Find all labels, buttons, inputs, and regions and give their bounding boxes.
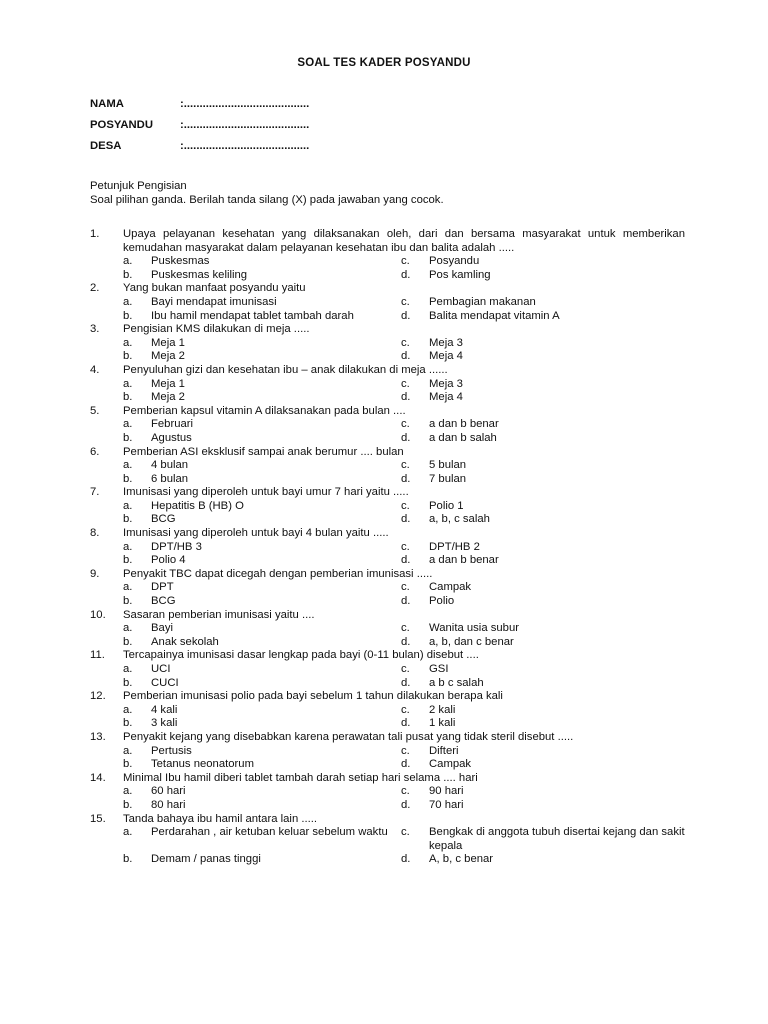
option-letter: a.	[123, 377, 133, 390]
option-letter: b.	[123, 391, 133, 404]
answer-option[interactable]	[90, 378, 401, 392]
question-number: 15.	[90, 812, 106, 825]
identity-row-nama	[90, 98, 309, 119]
instructions-text: Soal pilihan ganda. Berilah tanda silang (X) pada jawaban yang cocok.	[90, 193, 444, 206]
option-row	[90, 745, 685, 759]
option-text: 7 bulan	[429, 472, 467, 485]
answer-option[interactable]	[90, 350, 401, 364]
option-letter: c.	[401, 744, 410, 757]
option-letter: c.	[401, 581, 410, 594]
answer-option[interactable]	[401, 432, 685, 446]
option-text: CUCI	[151, 676, 179, 689]
option-letter: a.	[123, 459, 133, 472]
option-text: 90 hari	[429, 785, 464, 798]
answer-option[interactable]	[90, 826, 401, 853]
answer-option[interactable]	[401, 758, 685, 772]
option-letter: d.	[401, 350, 411, 363]
question-text: Pengisian KMS dilakukan di meja .....	[123, 323, 310, 336]
option-text: Meja 4	[429, 391, 463, 404]
option-text: a dan b salah	[429, 431, 497, 444]
option-row	[90, 622, 685, 636]
option-text: a b c salah	[429, 676, 484, 689]
option-letter: b.	[123, 595, 133, 608]
question-item	[90, 772, 685, 813]
option-text: Meja 2	[151, 350, 185, 363]
answer-option[interactable]	[90, 799, 401, 813]
identity-row-desa	[90, 140, 309, 161]
option-letter: c.	[401, 295, 410, 308]
option-row	[90, 853, 685, 867]
answer-option[interactable]	[90, 554, 401, 568]
option-letter: d.	[401, 635, 411, 648]
identity-blank: :........................................	[180, 140, 310, 152]
answer-option[interactable]	[401, 310, 685, 324]
answer-option[interactable]	[90, 473, 401, 487]
answer-option[interactable]	[90, 459, 401, 473]
question-number: 6.	[90, 445, 100, 458]
option-letter: a.	[123, 663, 133, 675]
answer-option[interactable]	[401, 541, 685, 555]
option-text: 60 hari	[151, 785, 186, 798]
question-number: 11.	[90, 649, 105, 662]
answer-option[interactable]	[401, 717, 685, 731]
question-number: 10.	[90, 608, 106, 621]
question-item	[90, 609, 685, 650]
option-letter: a.	[123, 255, 133, 268]
identity-row-posyandu	[90, 119, 309, 140]
option-letter: a.	[123, 581, 133, 594]
option-text: Pertusis	[151, 744, 192, 757]
option-row	[90, 350, 685, 364]
question-header	[90, 690, 685, 704]
option-letter: c.	[401, 377, 410, 390]
option-letter: d.	[401, 472, 411, 485]
question-text: Penyakit kejang yang disebabkan karena perawatan tali pusat yang tidak steril disebut .....	[123, 730, 574, 743]
question-number: 3.	[90, 323, 100, 336]
answer-option[interactable]	[90, 595, 401, 609]
answer-option[interactable]	[401, 378, 685, 392]
question-text: Yang bukan manfaat posyandu yaitu	[123, 282, 306, 295]
option-text: Balita mendapat vitamin A	[429, 309, 560, 322]
option-row	[90, 636, 685, 650]
identity-label: NAMA	[90, 98, 124, 110]
option-text: Polio	[429, 595, 455, 608]
question-header	[90, 364, 685, 378]
question-text: Pemberian ASI eksklusif sampai anak berumur .... bulan	[123, 445, 404, 458]
option-row	[90, 459, 685, 473]
identity-label: POSYANDU	[90, 119, 153, 131]
option-row	[90, 799, 685, 813]
option-text: 3 kali	[151, 717, 178, 730]
option-text: a dan b benar	[429, 418, 499, 431]
option-letter: b.	[123, 268, 133, 281]
option-letter: d.	[401, 309, 411, 322]
identity-blank: :........................................	[180, 98, 310, 110]
option-text: Bayi	[151, 622, 173, 635]
option-letter: b.	[123, 853, 133, 866]
answer-option[interactable]	[90, 717, 401, 731]
option-letter: a.	[123, 703, 133, 716]
answer-option[interactable]	[401, 255, 685, 269]
option-row	[90, 500, 685, 514]
option-text: Puskesmas keliling	[151, 268, 248, 281]
option-text: 80 hari	[151, 798, 186, 811]
question-text: Tanda bahaya ibu hamil antara lain .....	[123, 812, 318, 825]
option-letter: b.	[123, 513, 133, 526]
question-header	[90, 772, 685, 786]
answer-option[interactable]	[401, 636, 685, 650]
answer-option[interactable]	[401, 663, 685, 677]
answer-option[interactable]	[90, 785, 401, 799]
question-header	[90, 731, 685, 745]
question-header	[90, 323, 685, 337]
answer-option[interactable]	[401, 418, 685, 432]
answer-option[interactable]	[401, 704, 685, 718]
answer-option[interactable]	[90, 745, 401, 759]
answer-option[interactable]	[401, 595, 685, 609]
question-header	[90, 405, 685, 419]
answer-option[interactable]	[90, 704, 401, 718]
option-text: 6 bulan	[151, 472, 189, 485]
option-letter: b.	[123, 798, 133, 811]
option-text: Puskesmas	[151, 255, 210, 268]
option-row	[90, 432, 685, 446]
question-item	[90, 446, 685, 487]
option-text: Polio 4	[151, 554, 186, 567]
answer-option[interactable]	[90, 622, 401, 636]
answer-option[interactable]	[90, 432, 401, 446]
instructions	[90, 180, 690, 207]
question-item	[90, 813, 685, 867]
answer-option[interactable]	[401, 745, 685, 759]
question-header	[90, 527, 685, 541]
option-letter: c.	[401, 826, 410, 839]
option-row	[90, 826, 685, 853]
option-letter: a.	[123, 336, 133, 349]
option-text: 4 kali	[151, 703, 178, 716]
answer-option[interactable]	[401, 622, 685, 636]
answer-option[interactable]	[401, 853, 685, 867]
option-letter: a.	[123, 622, 133, 635]
option-letter: d.	[401, 595, 411, 608]
option-text: Wanita usia subur	[429, 622, 519, 635]
option-letter: a.	[123, 826, 133, 839]
option-letter: b.	[123, 472, 133, 485]
answer-option[interactable]	[401, 459, 685, 473]
option-row	[90, 554, 685, 568]
option-letter: d.	[401, 554, 411, 567]
option-row	[90, 310, 685, 324]
option-text: Pos kamling	[429, 268, 491, 281]
option-text: a, b, dan c benar	[429, 635, 514, 648]
option-letter: a.	[123, 499, 133, 512]
answer-option[interactable]	[90, 337, 401, 351]
option-text: Pembagian makanan	[429, 295, 536, 308]
option-row	[90, 378, 685, 392]
question-header	[90, 282, 685, 296]
question-item	[90, 486, 685, 527]
answer-option[interactable]	[90, 541, 401, 555]
option-letter: c.	[401, 622, 410, 635]
option-text: 1 kali	[429, 717, 456, 730]
option-text: Tetanus neonatorum	[151, 758, 254, 771]
answer-option[interactable]	[401, 337, 685, 351]
question-number: 4.	[90, 363, 100, 376]
question-list	[90, 228, 685, 867]
option-letter: d.	[401, 853, 411, 866]
option-letter: c.	[401, 336, 410, 349]
option-letter: d.	[401, 717, 411, 730]
option-text: GSI	[429, 663, 449, 675]
question-text: Pemberian kapsul vitamin A dilaksanakan pada bulan ....	[123, 404, 406, 417]
option-letter: b.	[123, 309, 133, 322]
question-item	[90, 568, 685, 609]
answer-option[interactable]	[90, 418, 401, 432]
option-letter: b.	[123, 350, 133, 363]
option-row	[90, 581, 685, 595]
option-row	[90, 269, 685, 283]
question-item	[90, 527, 685, 568]
answer-option[interactable]	[90, 269, 401, 283]
question-number: 9.	[90, 567, 100, 580]
option-text: 2 kali	[429, 703, 456, 716]
option-text: 70 hari	[429, 798, 464, 811]
option-letter: c.	[401, 255, 410, 268]
option-text: 5 bulan	[429, 459, 467, 472]
question-header	[90, 446, 685, 460]
option-row	[90, 513, 685, 527]
option-text: Meja 2	[151, 391, 185, 404]
option-letter: c.	[401, 540, 410, 553]
option-letter: a.	[123, 540, 133, 553]
option-text: Demam / panas tinggi	[151, 853, 261, 866]
question-item	[90, 731, 685, 772]
answer-option[interactable]	[90, 391, 401, 405]
option-letter: c.	[401, 703, 410, 716]
answer-option[interactable]	[90, 513, 401, 527]
answer-option[interactable]	[90, 636, 401, 650]
option-text: DPT/HB 3	[151, 540, 202, 553]
option-row	[90, 758, 685, 772]
option-row	[90, 677, 685, 691]
answer-option[interactable]	[90, 500, 401, 514]
answer-option[interactable]	[401, 554, 685, 568]
answer-option[interactable]	[401, 513, 685, 527]
question-number: 2.	[90, 282, 100, 295]
question-item	[90, 690, 685, 731]
option-text: 4 bulan	[151, 459, 189, 472]
question-text: Upaya pelayanan kesehatan yang dilaksanakan oleh, dari dan bersama masyarakat untuk memberikan kemudahan masyarakat dalam pelayanan kesehatan ibu dan balita adalah .....	[123, 228, 685, 254]
option-letter: a.	[123, 295, 133, 308]
option-letter: c.	[401, 785, 410, 798]
question-item	[90, 228, 685, 282]
option-letter: b.	[123, 431, 133, 444]
question-number: 7.	[90, 486, 100, 499]
option-row	[90, 595, 685, 609]
question-text: Imunisasi yang diperoleh untuk bayi umur 7 hari yaitu .....	[123, 486, 409, 499]
question-number: 8.	[90, 527, 100, 540]
option-letter: a.	[123, 418, 133, 431]
question-text: Penyuluhan gizi dan kesehatan ibu – anak dilakukan di meja ......	[123, 363, 448, 376]
option-text: Hepatitis B (HB) O	[151, 499, 244, 512]
option-text: Perdarahan , air ketuban keluar sebelum waktu	[151, 826, 388, 839]
answer-option[interactable]	[90, 581, 401, 595]
option-letter: d.	[401, 268, 411, 281]
option-row	[90, 473, 685, 487]
answer-option[interactable]	[401, 581, 685, 595]
option-letter: b.	[123, 554, 133, 567]
question-number: 12.	[90, 690, 106, 703]
answer-option[interactable]	[401, 785, 685, 799]
option-row	[90, 418, 685, 432]
option-row	[90, 541, 685, 555]
question-item	[90, 405, 685, 446]
option-row	[90, 704, 685, 718]
question-header	[90, 568, 685, 582]
option-text: Meja 4	[429, 350, 463, 363]
option-letter: b.	[123, 676, 133, 689]
option-letter: d.	[401, 431, 411, 444]
option-letter: c.	[401, 663, 410, 675]
option-text: A, b, c benar	[429, 853, 494, 866]
answer-option[interactable]	[401, 296, 685, 310]
option-letter: a.	[123, 785, 133, 798]
question-text: Imunisasi yang diperoleh untuk bayi 4 bulan yaitu .....	[123, 527, 389, 540]
option-row	[90, 296, 685, 310]
option-text: a dan b benar	[429, 554, 499, 567]
option-letter: a.	[123, 744, 133, 757]
question-text: Penyakit TBC dapat dicegah dengan pemberian imunisasi .....	[123, 567, 433, 580]
answer-option[interactable]	[90, 310, 401, 324]
question-text: Minimal Ibu hamil diberi tablet tambah darah setiap hari selama .... hari	[123, 771, 478, 784]
answer-option[interactable]	[401, 391, 685, 405]
identity-blank: :........................................	[180, 119, 310, 131]
option-text: a, b, c salah	[429, 513, 490, 526]
option-text: Ibu hamil mendapat tablet tambah darah	[151, 309, 354, 322]
option-text: UCI	[151, 663, 171, 675]
question-item	[90, 364, 685, 405]
question-number: 5.	[90, 404, 100, 417]
option-text: Februari	[151, 418, 194, 431]
option-letter: c.	[401, 459, 410, 472]
question-header	[90, 609, 685, 623]
option-text: Meja 3	[429, 336, 463, 349]
question-number: 1.	[90, 228, 100, 240]
option-text: BCG	[151, 513, 176, 526]
answer-option[interactable]	[401, 677, 685, 691]
option-text: Difteri	[429, 744, 459, 757]
question-item	[90, 649, 685, 690]
option-letter: d.	[401, 798, 411, 811]
question-header	[90, 228, 685, 255]
page-title: SOAL TES KADER POSYANDU	[297, 57, 471, 69]
option-row	[90, 255, 685, 269]
answer-option[interactable]	[401, 473, 685, 487]
option-letter: d.	[401, 391, 411, 404]
instructions-heading: Petunjuk Pengisian	[90, 180, 187, 192]
option-text: Campak	[429, 758, 472, 771]
option-letter: b.	[123, 758, 133, 771]
option-text: Bengkak di anggota tubuh disertai kejang dan sakit kepala	[429, 826, 685, 852]
identity-label: DESA	[90, 140, 122, 152]
question-text: Pemberian imunisasi polio pada bayi sebelum 1 tahun dilakukan berapa kali	[123, 690, 503, 703]
option-text: Campak	[429, 581, 472, 594]
option-text: Posyandu	[429, 255, 480, 268]
option-text: DPT	[151, 581, 174, 594]
option-letter: d.	[401, 513, 411, 526]
option-row	[90, 391, 685, 405]
question-text: Tercapainya imunisasi dasar lengkap pada bayi (0-11 bulan) disebut ....	[123, 649, 479, 662]
option-letter: d.	[401, 676, 411, 689]
question-item	[90, 282, 685, 323]
option-row	[90, 337, 685, 351]
option-text: Agustus	[151, 431, 192, 444]
option-text: Meja 1	[151, 377, 185, 390]
option-letter: c.	[401, 499, 410, 512]
question-item	[90, 323, 685, 364]
answer-option[interactable]	[90, 677, 401, 691]
answer-option[interactable]	[401, 826, 685, 853]
answer-option[interactable]	[401, 269, 685, 283]
question-header	[90, 649, 685, 663]
option-row	[90, 663, 685, 677]
identity-fields	[90, 98, 309, 161]
option-letter: c.	[401, 418, 410, 431]
answer-option[interactable]	[401, 500, 685, 514]
option-letter: b.	[123, 635, 133, 648]
question-header	[90, 486, 685, 500]
question-number: 14.	[90, 771, 106, 784]
option-letter: d.	[401, 758, 411, 771]
option-text: Polio 1	[429, 499, 464, 512]
option-text: Meja 3	[429, 377, 463, 390]
answer-option[interactable]	[90, 255, 401, 269]
question-header	[90, 813, 685, 827]
option-row	[90, 717, 685, 731]
answer-option[interactable]	[90, 758, 401, 772]
option-text: BCG	[151, 595, 176, 608]
question-text: Sasaran pemberian imunisasi yaitu ....	[123, 608, 315, 621]
answer-option[interactable]	[401, 350, 685, 364]
answer-option[interactable]	[401, 799, 685, 813]
option-letter: b.	[123, 717, 133, 730]
option-text: Bayi mendapat imunisasi	[151, 295, 277, 308]
answer-option[interactable]	[90, 853, 401, 867]
answer-option[interactable]	[90, 296, 401, 310]
option-text: Anak sekolah	[151, 635, 219, 648]
answer-option[interactable]	[90, 663, 401, 677]
option-text: DPT/HB 2	[429, 540, 480, 553]
question-number: 13.	[90, 730, 106, 743]
option-text: Meja 1	[151, 336, 185, 349]
option-row	[90, 785, 685, 799]
